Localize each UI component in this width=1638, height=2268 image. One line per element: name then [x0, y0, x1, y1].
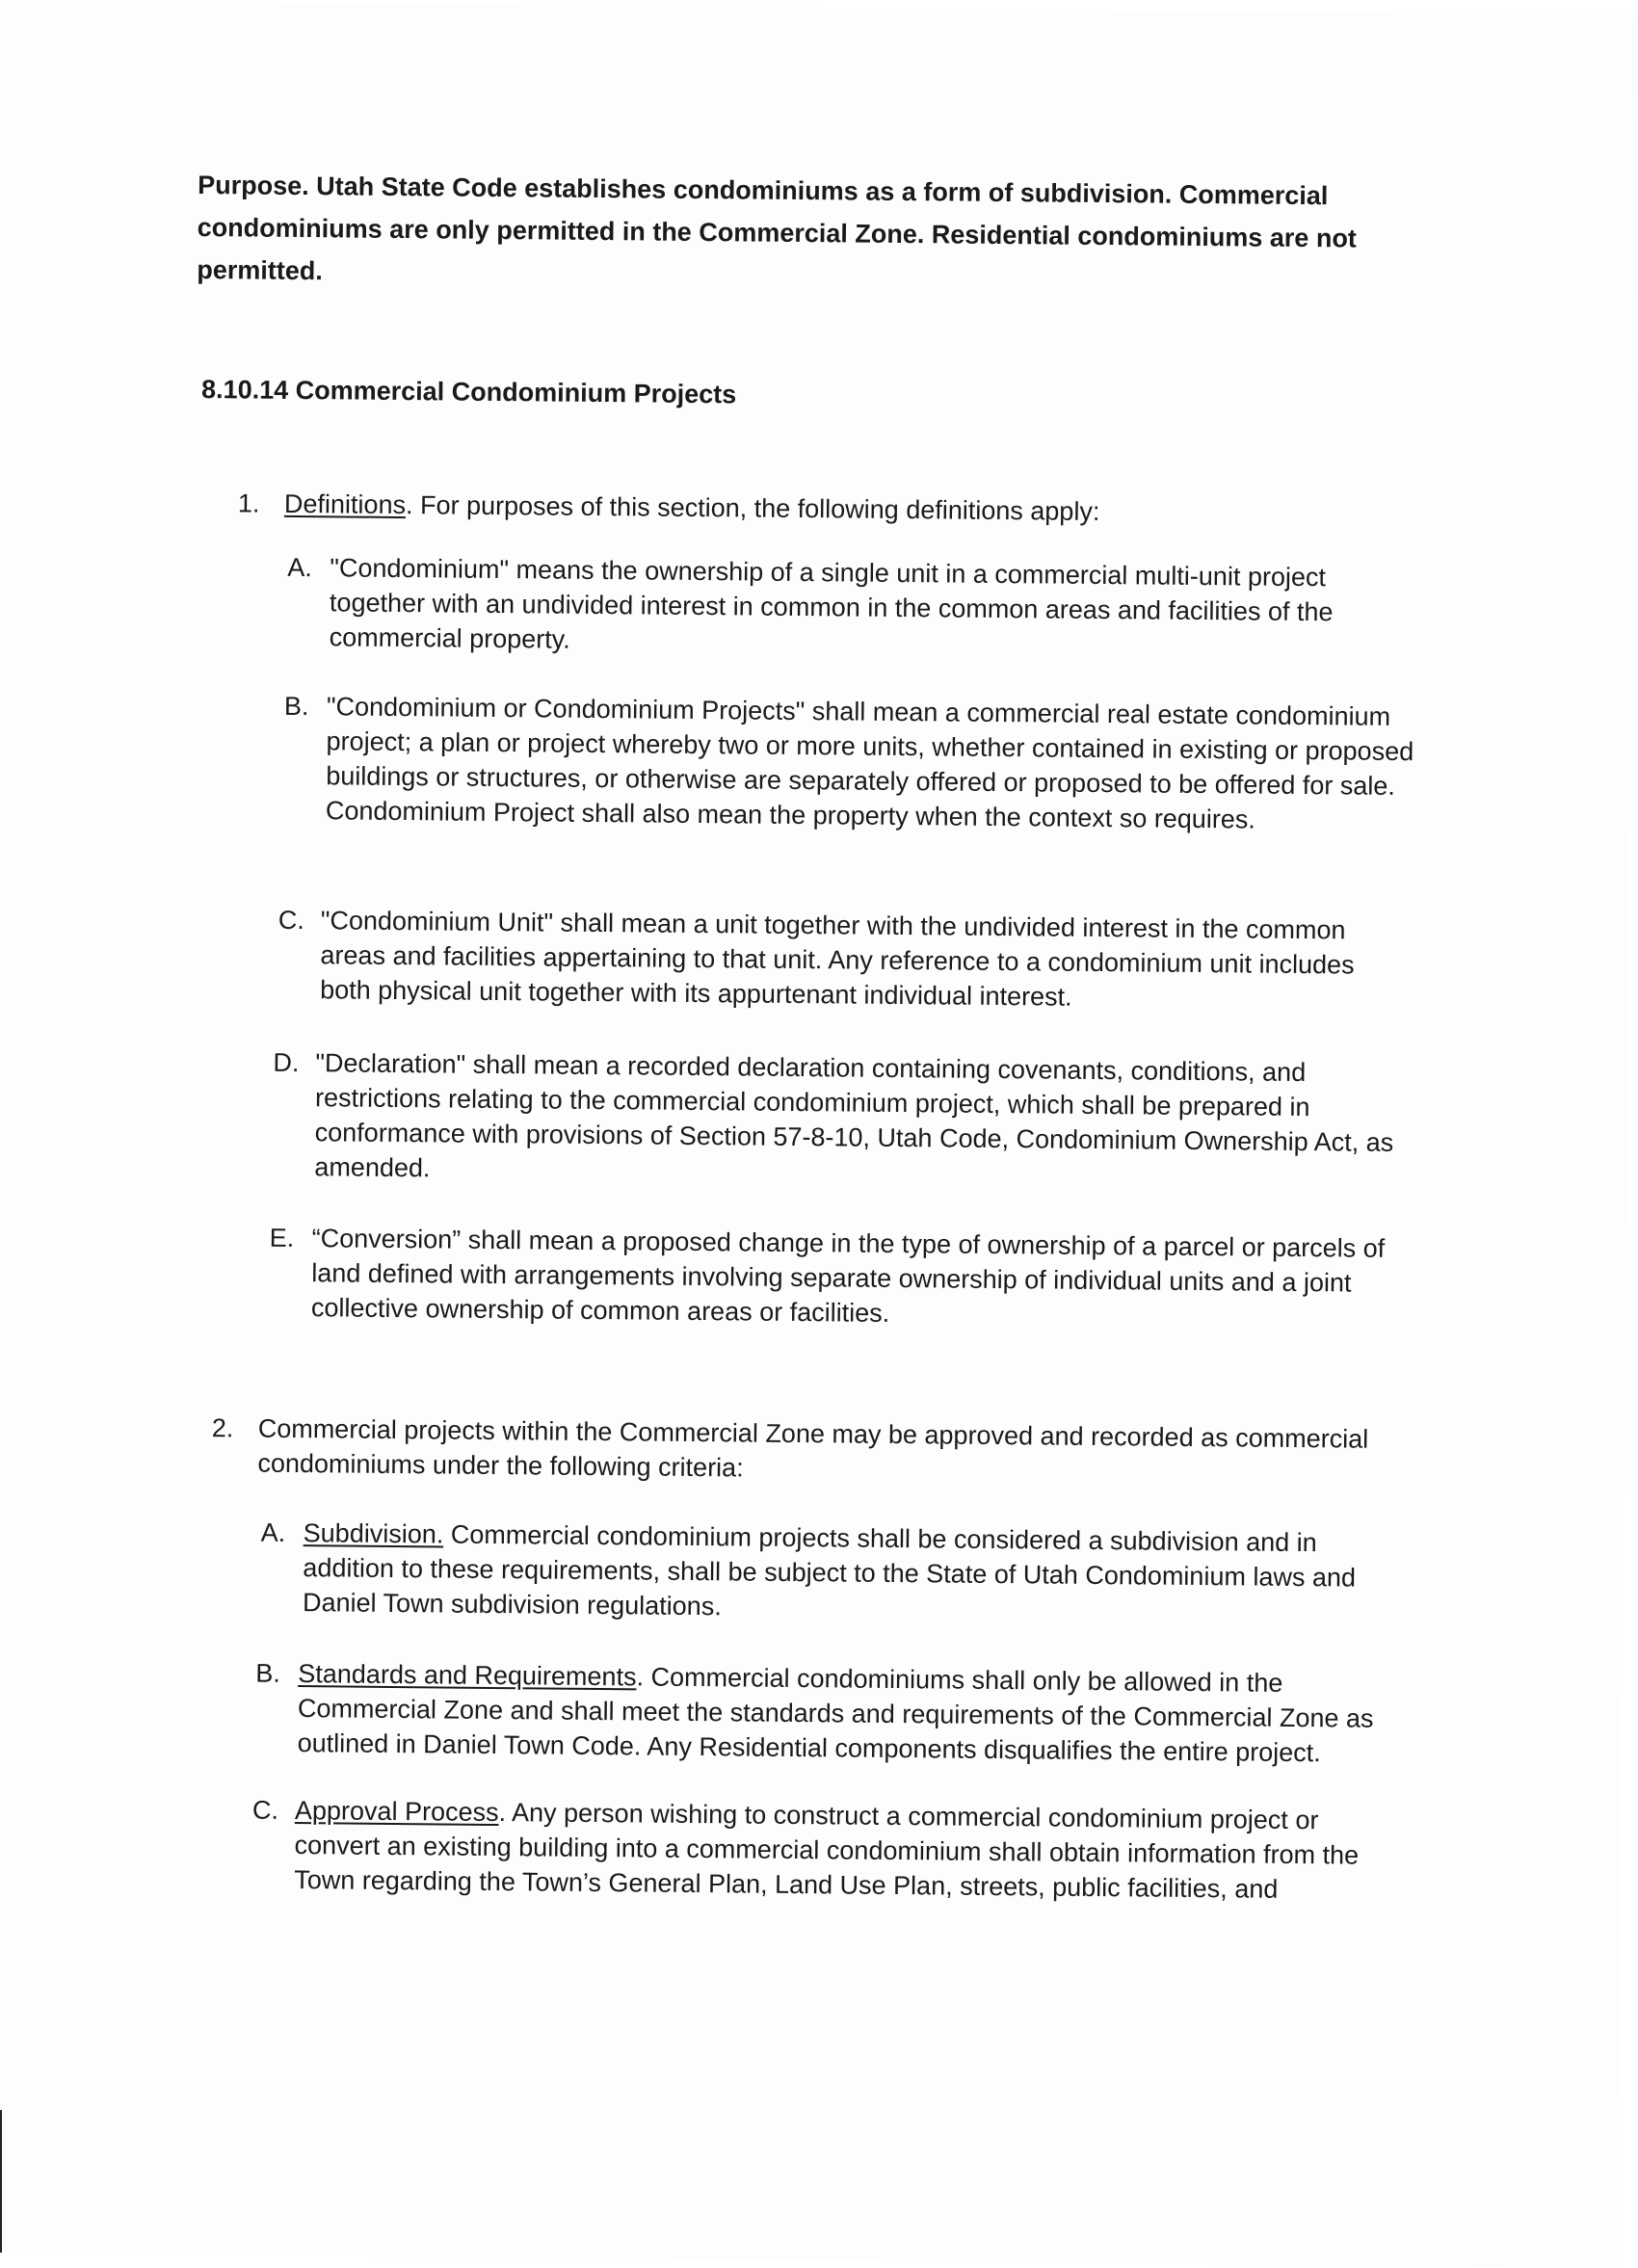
- definition-c: [277, 903, 1410, 1017]
- section-title: 8.10.14 Commercial Condominium Projects: [200, 375, 737, 409]
- sub-item-text: Commercial condominium projects shall be considered a subdivision and in addition to these requirements, shall be subject to the State of Utah Condominium laws and Daniel Town subdivision regulations.: [302, 1519, 1357, 1622]
- approval-process-heading: Approval Process: [294, 1796, 499, 1828]
- definition-b: [283, 689, 1435, 838]
- sub-item-text: "Condominium Unit" shall mean a unit together with the undivided interest in the common areas and facilities appertaining to that unit. Any reference to a condominium unit includes both physical unit together with its appurtenant individual interest.: [320, 906, 1355, 1012]
- definition-a: [287, 550, 1389, 665]
- sub-item-text: . Commercial condominiums shall only be allowed in the Commercial Zone and shall meet the standards and requirements of the Commercial Zone as outlined in Daniel Town Code. Any Residential components disqualifies the entire project.: [297, 1662, 1374, 1768]
- definition-e: [269, 1221, 1401, 1335]
- criteria-b: [255, 1656, 1415, 1771]
- sub-item-letter: E.: [269, 1223, 295, 1253]
- subdivision-heading: Subdivision.: [303, 1518, 444, 1549]
- purpose-paragraph: Purpose. Utah State Code establishes condominiums as a form of subdivision. Commercial condominiums are only permitted in the Commercial Zone. Residential condominiums are not permitted.: [197, 170, 1358, 286]
- criteria-c: [251, 1793, 1393, 1908]
- sub-item-letter: C.: [277, 905, 304, 936]
- sub-item-letter: A.: [260, 1517, 286, 1547]
- scan-edge-line: [0, 2110, 2, 2253]
- sub-item-letter: B.: [283, 691, 309, 722]
- sub-item-text: . Any person wishing to construct a commercial condominium project or convert an existing building into a commercial condominium shall obtain information from the Town regarding the Town’s General Plan, Land Use Plan, streets, public facilities, and: [294, 1798, 1360, 1904]
- list-item-text: Commercial projects within the Commercial Zone may be approved and recorded as commercial condominiums under the following criteria:: [257, 1413, 1369, 1483]
- sub-item-letter: C.: [251, 1795, 279, 1825]
- definition-d: [273, 1045, 1413, 1195]
- list-item-1: [237, 487, 1344, 532]
- sub-item-letter: B.: [255, 1658, 281, 1688]
- definitions-heading: Definitions: [283, 488, 407, 520]
- sub-item-text: "Declaration" shall mean a recorded declaration containing covenants, conditions, and restrictions relating to the commercial condominium project, which shall be prepared in conformance with provisions of Section 57-8-10, Utah Code, Condominium Ownership Act, as amended.: [314, 1048, 1394, 1183]
- sub-item-text: "Condominium or Condominium Projects" shall mean a commercial real estate condominium project; a plan or project whereby two or more units, whether contained in existing or proposed buildings or structures, or otherwise are separately offered or proposed to be offered for sale. Condominium Project shall also mean the property when the context so requires.: [325, 692, 1414, 834]
- sub-item-letter: D.: [273, 1047, 300, 1078]
- sub-item-text: "Condominium" means the ownership of a single unit in a commercial multi-unit project together with an undivided interest in common in the common areas and facilities of the commercial property.: [329, 553, 1334, 654]
- list-item-2: [211, 1411, 1414, 1492]
- list-item-text: . For purposes of this section, the following definitions apply:: [405, 490, 1100, 526]
- standards-heading: Standards and Requirements: [298, 1659, 637, 1692]
- criteria-a: [260, 1516, 1412, 1630]
- sub-item-letter: A.: [287, 552, 313, 583]
- list-item-number: 1.: [237, 488, 260, 518]
- sub-item-text: “Conversion” shall mean a proposed change in the type of ownership of a parcel or parcels of land defined with arrangements involving separate ownership of individual units and a joint collective ownership of common areas or facilities.: [310, 1224, 1386, 1328]
- list-item-number: 2.: [211, 1413, 234, 1443]
